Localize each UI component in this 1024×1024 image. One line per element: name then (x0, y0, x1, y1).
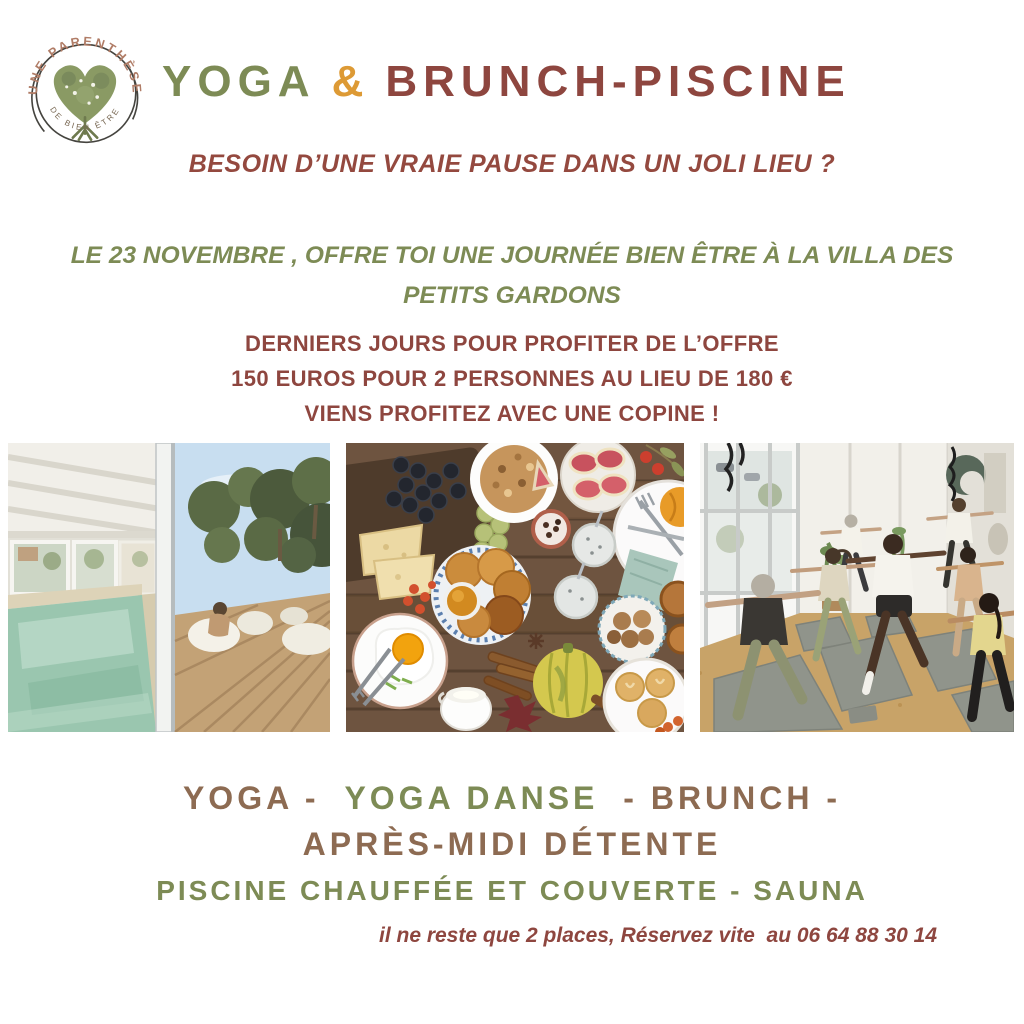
offer-line-1: DERNIERS JOURS POUR PROFITER DE L’OFFRE (245, 331, 779, 356)
event-line-2: PETITS GARDONS (403, 282, 621, 310)
program-brunch: - BRUNCH - (623, 780, 842, 816)
mince-pies-plate (604, 659, 684, 732)
pancakes-plate (431, 545, 531, 645)
program-section (0, 780, 1024, 907)
page-title (162, 57, 851, 107)
program-line-2: APRÈS-MIDI DÉTENTE (302, 826, 722, 862)
title-word-brunch-piscine: BRUNCH-PISCINE (385, 57, 851, 106)
logo-arc-bottom-label: DE BIEN ÊTRE (48, 105, 122, 133)
pool-terrace-photo (8, 443, 330, 732)
offer-line-2: 150 EUROS POUR 2 PERSONNES AU LIEU DE 180 € (231, 366, 793, 392)
walnuts-plate (599, 596, 665, 662)
program-yoga-danse: YOGA DANSE (344, 780, 599, 816)
event-line-1: LE 23 NOVEMBRE , OFFRE TOI UNE JOURNÉE BIEN ÊTRE À LA VILLA DES (70, 242, 954, 269)
program-yoga: YOGA - (182, 780, 320, 816)
offer-block (0, 326, 1024, 432)
title-ampersand: & (331, 57, 370, 106)
booking-note: il ne reste que 2 places, Réservez vite au 06 64 88 30 14 (378, 924, 937, 947)
program-line-3: PISCINE CHAUFFÉE ET COUVERTE - SAUNA (156, 875, 868, 906)
une-parenthese-logo (20, 32, 150, 156)
program-line-1 (0, 780, 1024, 817)
milk-jug (439, 687, 491, 730)
photo-strip (8, 443, 1014, 732)
fried-egg-plate (352, 614, 447, 708)
offer-line-3: VIENS PROFITEZ AVEC UNE COPINE ! (304, 401, 720, 427)
title-word-yoga: YOGA (162, 57, 316, 106)
hook-question: BESOIN D’UNE VRAIE PAUSE DANS UN JOLI LIEU ? (188, 150, 836, 178)
brunch-table-photo (346, 443, 684, 732)
chocolate-chips-bowl (533, 511, 569, 547)
yoga-class-photo (700, 443, 1014, 732)
glass-door-frame (156, 443, 175, 732)
logo-arc-top-label: UNE PARENTHÈSE (25, 34, 144, 96)
event-announcement (60, 236, 964, 317)
